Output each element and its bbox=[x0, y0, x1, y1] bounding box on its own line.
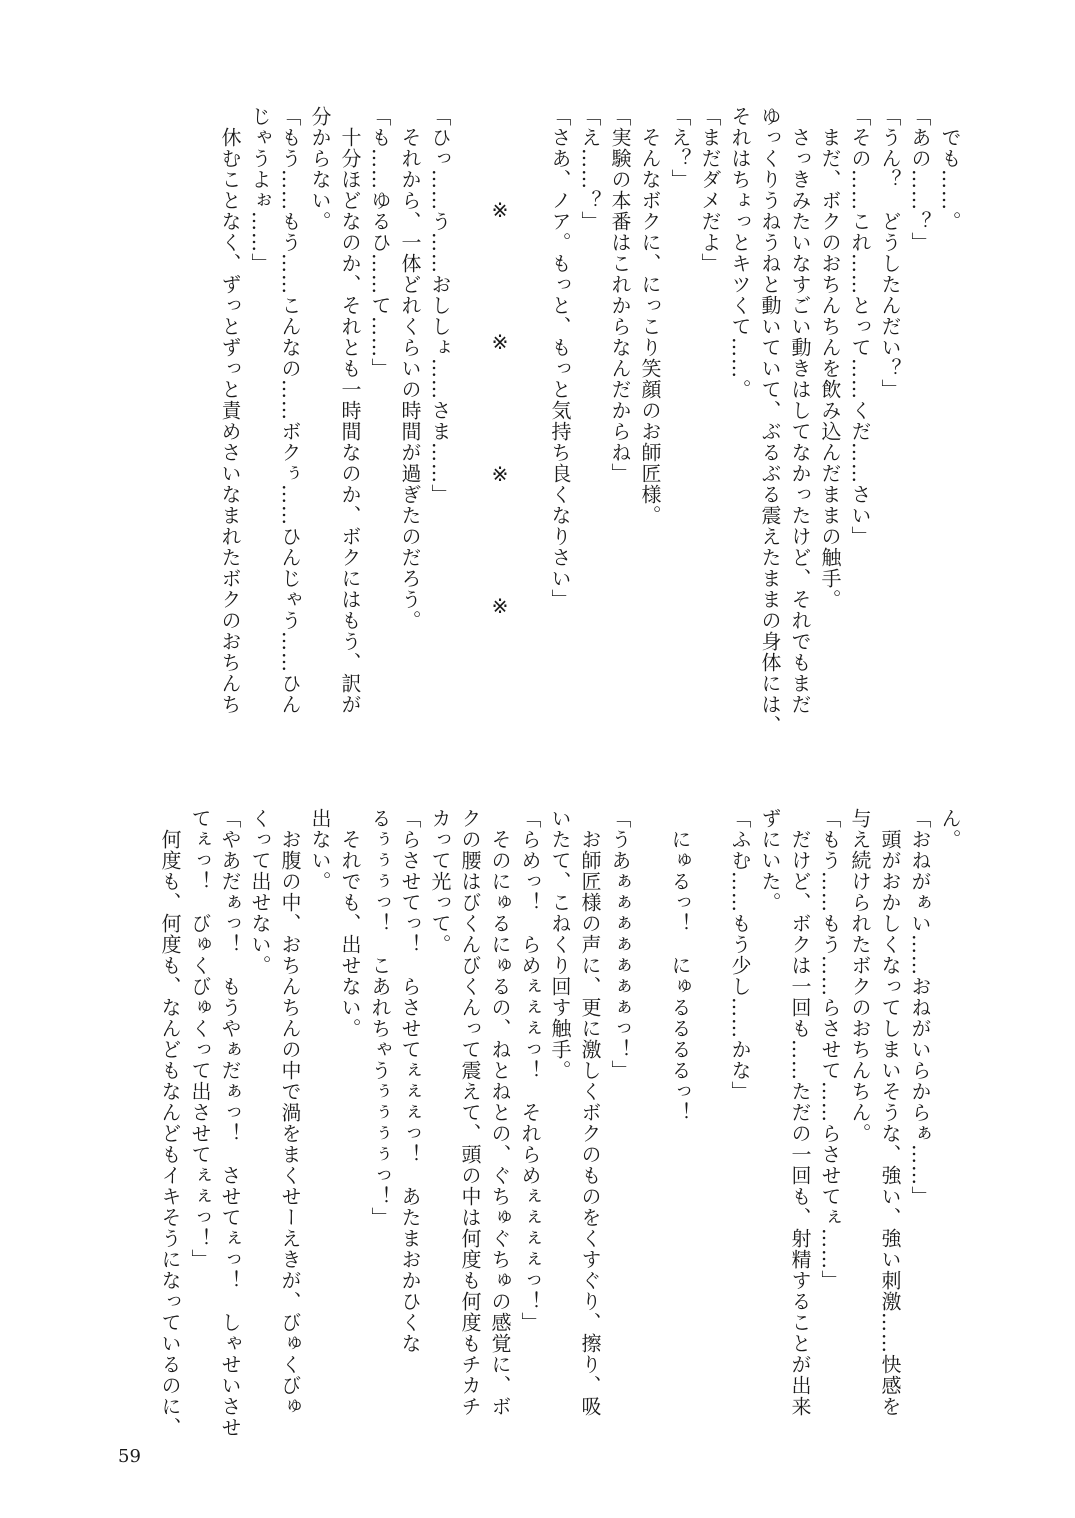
text-line: ※ ※ ※ ※ bbox=[488, 198, 512, 662]
text-line: 「実験の本番はこれからなんだからね」 bbox=[608, 106, 632, 484]
text-line: 「らさせてっ！ らさせてぇぇぇっ！ あたまおかひくな bbox=[398, 808, 422, 1354]
text-line: ん。 bbox=[938, 808, 962, 850]
text-line: そのにゅるにゅるの、ねとねとの、ぐちゅぐちゅの感覚に、ボ bbox=[488, 808, 512, 1417]
text-line: 「もう……もう……こんなの……ボクぅ……ひんじゃう……ひん bbox=[278, 106, 302, 715]
text-line: 休むことなく、ずっとずっと責めさいなまれたボクのおちんち bbox=[218, 106, 242, 715]
text-line: 「さあ、ノア。もっと、もっと気持ち良くなりさい」 bbox=[548, 106, 572, 610]
text-line: 「あの……？」 bbox=[908, 106, 932, 253]
text-line: 頭がおかしくなってしまいそうな、強い、強い刺激……快感を bbox=[878, 808, 902, 1417]
text-line: 与え続けられたボクのおちんちん。 bbox=[848, 808, 872, 1144]
lower-text-block bbox=[155, 808, 965, 1448]
text-line: じゃうよぉ……」 bbox=[248, 106, 272, 274]
text-line: それから、一体どれくらいの時間が過ぎたのだろう。 bbox=[398, 106, 422, 631]
text-line: それでも、出せない。 bbox=[338, 808, 362, 1039]
text-line: だけど、ボクは一回も……ただの一回も、射精することが出来 bbox=[788, 808, 812, 1417]
text-line: お師匠様の声に、更に激しくボクのものをくすぐり、擦り、吸 bbox=[578, 808, 602, 1417]
text-line: 「おねがぁい……おねがいらからぁ……」 bbox=[908, 808, 932, 1207]
text-line: 「まだダメだよ」 bbox=[698, 106, 722, 274]
text-line: 「え？」 bbox=[668, 106, 692, 190]
text-line: クの腰はびくんびくんって震えて、頭の中は何度も何度もチカチ bbox=[458, 808, 482, 1417]
text-line: お腹の中、おちんちんの中で渦をまくせーえきが、びゅくびゅ bbox=[278, 808, 302, 1417]
text-line: 「らめっ！ らめぇぇぇっ！ それらめぇぇぇぇっ！」 bbox=[518, 808, 542, 1333]
text-line: くって出せない。 bbox=[248, 808, 272, 976]
text-line: 「やあだぁっ！ もうやぁだぁっ！ させてぇっ！ しゃせいさせ bbox=[218, 808, 242, 1438]
text-line: 「え……？」 bbox=[578, 106, 602, 232]
text-line: でも……。 bbox=[938, 106, 962, 232]
text-line: カって光って。 bbox=[428, 808, 452, 955]
text-line: さっきみたいなすごい動きはしてなかったけど、それでもまだ bbox=[788, 106, 812, 715]
text-line: 「もう……もう……らさせて……らさせてぇ……」 bbox=[818, 808, 842, 1291]
text-line: まだ、ボクのおちんちんを飲み込んだままの触手。 bbox=[818, 106, 842, 610]
text-line: 何度も、何度も、なんどもなんどもイキそうになっているのに、 bbox=[158, 808, 182, 1438]
blank-line bbox=[695, 808, 725, 1448]
text-line: 「うあぁぁぁぁぁぁぁっ！」 bbox=[608, 808, 632, 1081]
text-line: 「も……ゆるひ……て……」 bbox=[368, 106, 392, 379]
blank-line bbox=[455, 106, 485, 726]
text-line: 分からない。 bbox=[308, 106, 332, 232]
upper-text-block bbox=[215, 106, 965, 736]
text-line: てぇっ！ びゅくびゅくって出させてぇぇっ！」 bbox=[188, 808, 212, 1270]
blank-line bbox=[635, 808, 665, 1448]
text-line: 「その……これ……とって……くだ……さい」 bbox=[848, 106, 872, 547]
page-number: 59 bbox=[118, 1446, 141, 1467]
text-line: ゆっくりうねうねと動いていて、ぶるぶる震えたままの身体には、 bbox=[758, 106, 782, 736]
text-line: ずにいた。 bbox=[758, 808, 782, 913]
text-line: 「うん？ どうしたんだい？」 bbox=[878, 106, 902, 400]
text-line: いたて、こねくり回す触手。 bbox=[548, 808, 572, 1081]
blank-line bbox=[515, 106, 545, 726]
text-line: そんなボクに、にっこり笑顔のお師匠様。 bbox=[638, 106, 662, 526]
text-line: るぅぅぅっ！ こあれちゃうぅぅぅぅっ！」 bbox=[368, 808, 392, 1228]
text-line: 十分ほどなのか、それとも一時間なのか、ボクにはもう、訳が bbox=[338, 106, 362, 715]
text-line: それはちょっとキツくて……。 bbox=[728, 106, 752, 400]
text-line: 「ひっ……う……おししょ……さま……」 bbox=[428, 106, 452, 505]
text-line: にゅるっ！ にゅるるるるっ！ bbox=[668, 808, 692, 1123]
text-line: 「ふむ……もう少し……かな」 bbox=[728, 808, 752, 1102]
text-line: 出ない。 bbox=[308, 808, 332, 892]
